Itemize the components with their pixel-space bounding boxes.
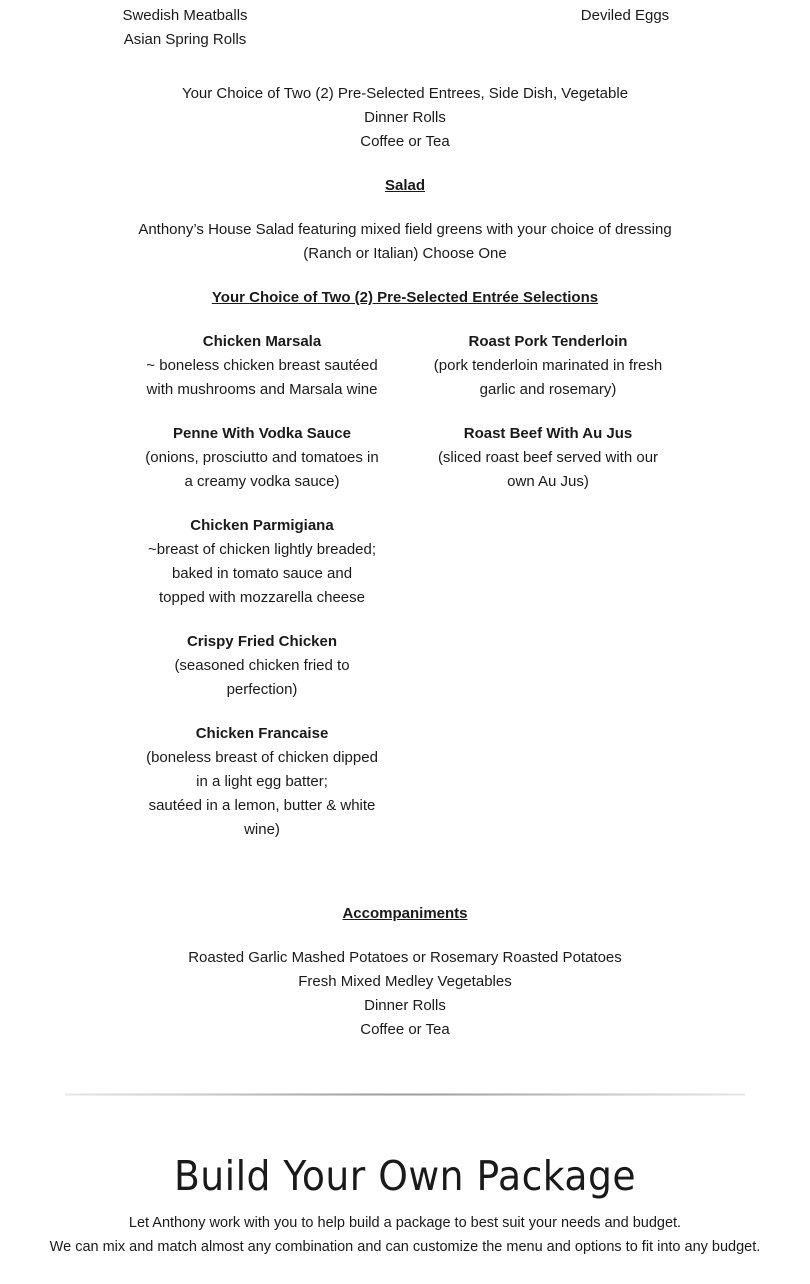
entree-name: Roast Beef With Au Jus	[463, 425, 633, 442]
entree-heading: Your Choice of Two (2) Pre-Selected Entrée Selections	[211, 289, 599, 306]
entree-description: perfection)	[226, 681, 298, 698]
entree-description: (boneless breast of chicken dipped	[146, 749, 378, 766]
salad-description-line: (Ranch or Italian) Choose One	[303, 245, 507, 262]
accompaniment-item: Coffee or Tea	[360, 1021, 450, 1038]
package-include-line: Dinner Rolls	[364, 109, 446, 126]
entree-description: a creamy vodka sauce)	[184, 473, 340, 490]
build-package-description	[0, 1211, 810, 1259]
hors-doeuvres-right-column	[525, 4, 725, 28]
entree-description: sautéed in a lemon, butter & white	[148, 797, 376, 814]
package-includes	[0, 82, 810, 154]
entree-description: ~breast of chicken lightly breaded;	[147, 541, 377, 558]
hors-doeuvres-row	[0, 4, 810, 54]
entree-description: baked in tomato sauce and	[171, 565, 353, 582]
salad-description	[0, 218, 810, 266]
menu-item: Asian Spring Rolls	[123, 31, 247, 48]
accompaniment-item: Fresh Mixed Medley Vegetables	[298, 973, 512, 990]
entree-name: Chicken Parmigiana	[190, 517, 334, 534]
entree-description: in a light egg batter;	[196, 773, 328, 790]
section-divider	[65, 1093, 745, 1096]
build-package-line: Let Anthony work with you to help build a package to best suit your needs and budget.	[128, 1215, 682, 1231]
entree-item	[134, 722, 390, 842]
entree-name: Chicken Francaise	[195, 725, 329, 742]
menu-item: Swedish Meatballs	[122, 7, 248, 24]
entree-description: (pork tenderloin marinated in fresh	[433, 357, 663, 374]
entree-item	[134, 330, 390, 402]
accompaniment-item: Roasted Garlic Mashed Potatoes or Rosemary Roasted Potatoes	[188, 949, 622, 966]
package-include-line: Coffee or Tea	[360, 133, 450, 150]
entree-description: with mushrooms and Marsala wine	[146, 381, 378, 398]
build-package-title: Build Your Own Package	[173, 1152, 637, 1200]
entree-heading-wrap	[0, 286, 810, 310]
entree-item	[134, 630, 390, 702]
menu-item: Deviled Eggs	[580, 7, 670, 24]
salad-description-line: Anthony’s House Salad featuring mixed field greens with your choice of dressing	[138, 221, 672, 238]
entree-name: Crispy Fried Chicken	[186, 633, 338, 650]
entree-description: topped with mozzarella cheese	[159, 589, 365, 606]
entree-name: Penne With Vodka Sauce	[173, 425, 351, 442]
entree-description: wine)	[244, 821, 280, 838]
entree-description: (sliced roast beef served with our	[437, 449, 659, 466]
entree-item	[134, 422, 390, 494]
entree-description: ~ boneless chicken breast sautéed	[146, 357, 378, 374]
accompaniments-list	[0, 946, 810, 1042]
accompaniment-item: Dinner Rolls	[364, 997, 446, 1014]
entree-item	[420, 330, 676, 402]
entree-description: (seasoned chicken fried to	[174, 657, 350, 674]
entree-name: Roast Pork Tenderloin	[468, 333, 628, 350]
entree-description: garlic and rosemary)	[479, 381, 617, 398]
accompaniments-heading-wrap	[0, 902, 810, 926]
accompaniments-heading: Accompaniments	[342, 905, 468, 922]
salad-heading-wrap	[0, 174, 810, 198]
entree-description: (onions, prosciutto and tomatoes in	[145, 449, 379, 466]
entree-item	[420, 422, 676, 494]
entree-item	[134, 514, 390, 610]
salad-heading: Salad	[384, 177, 426, 194]
package-include-line: Your Choice of Two (2) Pre-Selected Entrees, Side Dish, Vegetable	[181, 85, 629, 102]
hors-doeuvres-left-column	[85, 4, 285, 52]
entree-name: Chicken Marsala	[202, 333, 322, 350]
entree-description: own Au Jus)	[507, 473, 589, 490]
build-package-line: We can mix and match almost any combination and can customize the menu and options to fit into any budget.	[49, 1239, 761, 1255]
